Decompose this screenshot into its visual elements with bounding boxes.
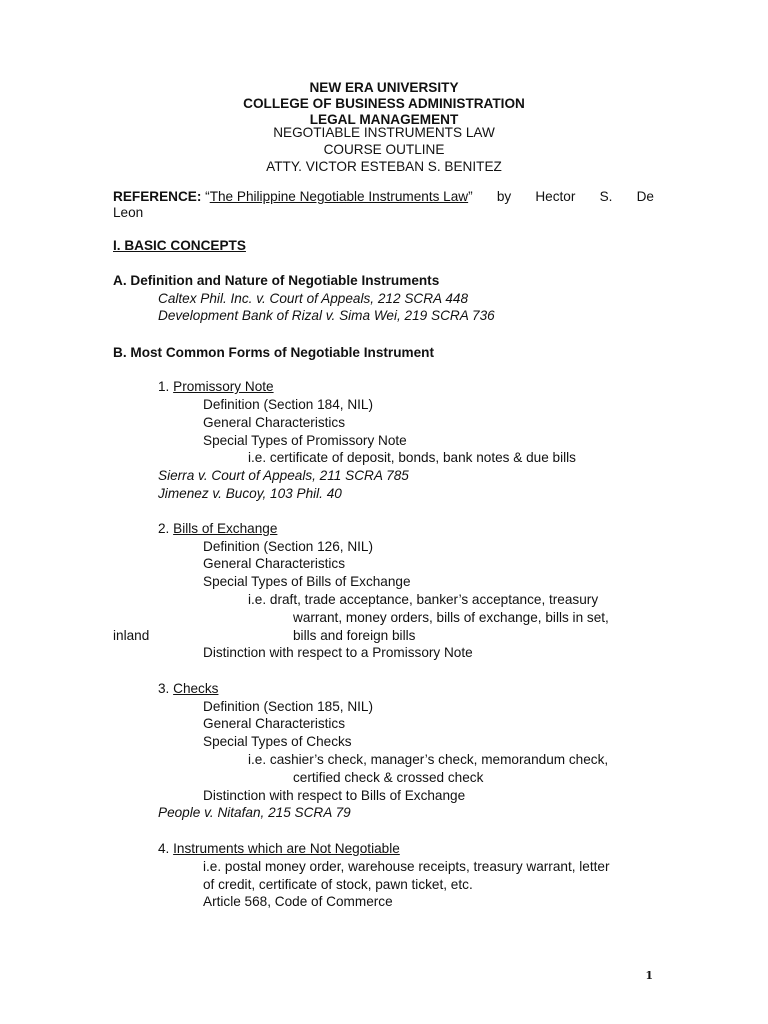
reference-citation bbox=[113, 188, 473, 206]
reference-word-by: by bbox=[496, 189, 512, 204]
close-quote: ” bbox=[468, 189, 473, 204]
reference-word-de: De bbox=[636, 189, 654, 204]
item-title: Promissory Note bbox=[173, 379, 274, 394]
item-number: 3. bbox=[158, 681, 174, 696]
item-number: 4. bbox=[158, 841, 174, 856]
outline-entry: General Characteristics bbox=[203, 556, 346, 571]
item-not-negotiable bbox=[158, 840, 400, 858]
document-type: COURSE OUTLINE bbox=[323, 142, 445, 157]
outline-entry: Distinction with respect to Bills of Exchange bbox=[203, 788, 466, 803]
reference-line bbox=[113, 188, 654, 206]
reference-word-s: S. bbox=[599, 189, 613, 204]
outline-entry: Definition (Section 185, NIL) bbox=[203, 699, 374, 714]
reference-continuation: Leon bbox=[113, 205, 144, 220]
outline-entry: Special Types of Bills of Exchange bbox=[203, 574, 411, 589]
item-title: Checks bbox=[173, 681, 219, 696]
outline-entry: Article 568, Code of Commerce bbox=[203, 894, 393, 909]
item-bills-of-exchange bbox=[158, 520, 277, 538]
course-title: NEGOTIABLE INSTRUMENTS LAW bbox=[273, 125, 495, 140]
case-citation: People v. Nitafan, 215 SCRA 79 bbox=[158, 805, 351, 820]
section-heading: I. BASIC CONCEPTS bbox=[113, 238, 246, 253]
item-checks bbox=[158, 680, 218, 698]
reference-word-hector: Hector bbox=[535, 189, 576, 204]
college-name: COLLEGE OF BUSINESS ADMINISTRATION bbox=[243, 96, 525, 111]
outline-example: inland bbox=[113, 628, 150, 643]
item-title: Bills of Exchange bbox=[173, 521, 278, 536]
subsection-b-heading: B. Most Common Forms of Negotiable Instrument bbox=[113, 345, 434, 360]
item-title: Instruments which are Not Negotiable bbox=[173, 841, 400, 856]
outline-entry: Definition (Section 126, NIL) bbox=[203, 539, 374, 554]
outline-entry: Special Types of Checks bbox=[203, 734, 352, 749]
subsection-a-heading: A. Definition and Nature of Negotiable Instruments bbox=[113, 273, 440, 288]
reference-label: REFERENCE: bbox=[113, 189, 202, 204]
item-promissory-note bbox=[158, 378, 274, 396]
outline-entry: Definition (Section 184, NIL) bbox=[203, 397, 374, 412]
outline-example: of credit, certificate of stock, pawn ticket, etc. bbox=[203, 877, 473, 892]
outline-example: i.e. cashier’s check, manager’s check, memorandum check, bbox=[248, 752, 609, 767]
case-citation: Sierra v. Court of Appeals, 211 SCRA 785 bbox=[158, 468, 409, 483]
instructor-name: ATTY. VICTOR ESTEBAN S. BENITEZ bbox=[266, 159, 502, 174]
open-quote: “ bbox=[205, 189, 210, 204]
reference-title: The Philippine Negotiable Instruments Law bbox=[209, 189, 469, 204]
outline-entry: General Characteristics bbox=[203, 415, 346, 430]
outline-example: bills and foreign bills bbox=[293, 628, 416, 643]
item-number: 1. bbox=[158, 379, 174, 394]
outline-entry: General Characteristics bbox=[203, 716, 346, 731]
outline-example: certified check & crossed check bbox=[293, 770, 484, 785]
page-number: 1 bbox=[645, 969, 653, 982]
outline-entry: Special Types of Promissory Note bbox=[203, 433, 407, 448]
outline-entry: Distinction with respect to a Promissory Note bbox=[203, 645, 473, 660]
outline-example: i.e. draft, trade acceptance, banker’s acceptance, treasury bbox=[248, 592, 599, 607]
case-citation: Development Bank of Rizal v. Sima Wei, 219 SCRA 736 bbox=[158, 308, 495, 323]
outline-example: i.e. certificate of deposit, bonds, bank notes & due bills bbox=[248, 450, 576, 465]
case-citation: Jimenez v. Bucoy, 103 Phil. 40 bbox=[158, 486, 342, 501]
university-name: NEW ERA UNIVERSITY bbox=[309, 80, 459, 95]
outline-example: i.e. postal money order, warehouse receipts, treasury warrant, letter bbox=[203, 859, 610, 874]
case-citation: Caltex Phil. Inc. v. Court of Appeals, 212 SCRA 448 bbox=[158, 291, 469, 306]
item-number: 2. bbox=[158, 521, 174, 536]
program-name: LEGAL MANAGEMENT bbox=[309, 112, 459, 127]
outline-example: warrant, money orders, bills of exchange, bills in set, bbox=[293, 610, 609, 625]
